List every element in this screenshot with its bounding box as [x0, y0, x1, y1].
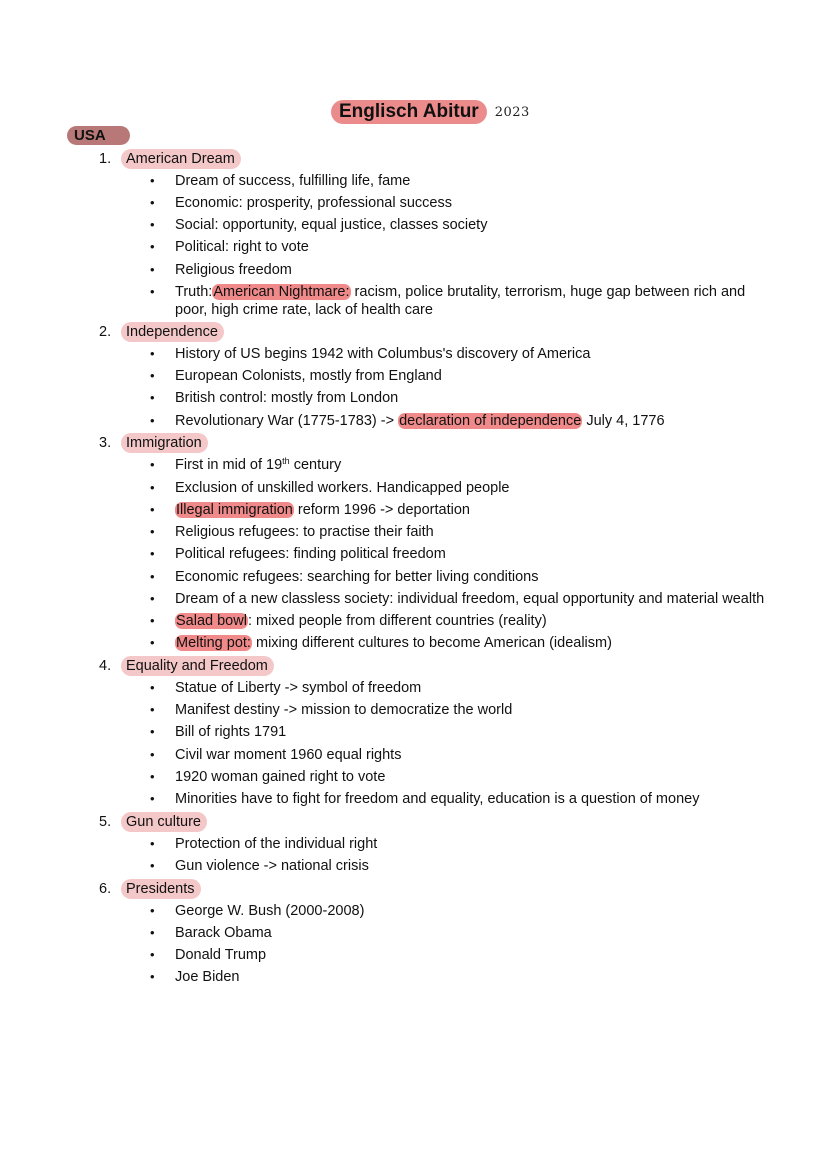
bullet-icon: •: [150, 769, 155, 784]
bullet-icon: •: [150, 346, 155, 361]
topic-heading: [99, 322, 224, 342]
bullet-icon: •: [150, 368, 155, 383]
document-page: Englisch Abitur 2023 USA 1. American Dream • Dream of success, fulfilling life, fame • Economic: prosperity, professional success • Social: opportunity, equal justice, classes society • Political: right to vote • Religious freedom • Truth:American Nightmare: racism, police brutality, terrorism, huge gap between rich and poor, high crime rate, lack of health care 2. Independence • History of US begins 1942 with Columbus's discovery of America • European Colonists, mostly from England • British control: mostly from London • Revolutionary War (1775-1783) -> declaration of independence July 4, 1776 3. Immigration • First in mid of 19th century • Exclusion of unskilled workers. Handicapped people • Illegal immigration reform 1996 -> deportation • Religious refugees: to practise their faith • Political refugees: finding political freedom • Economic refugees: searching for better living conditions • Dream of a new classless society: individual freedom, equal opportunity and material wealth • Salad bowl: mixed people from different countries (reality) • Melting pot: mixing different cultures to become American (idealism) 4. Equality and Freedom • Statue of Liberty -> symbol of freedom • Manifest destiny -> mission to democratize the world • Bill of rights 1791 • Civil war moment 1960 equal rights • 1920 woman gained right to vote • Minorities have to fight for freedom and equality, education is a question of money 5. Gun culture • Protection of the individual right • Gun violence -> national crisis 6. Presidents • George W. Bush (2000-2008) • Barack Obama • Donald Trump • Joe Biden: [0, 0, 828, 1171]
bullet-icon: •: [150, 591, 155, 606]
bullet-icon: •: [150, 413, 155, 428]
topic-number: 4.: [99, 658, 112, 674]
highlight: Salad bowl: [176, 613, 247, 629]
highlight: American Nightmare:: [213, 284, 350, 300]
bullet-icon: •: [150, 791, 155, 806]
bullet-icon: •: [150, 635, 155, 650]
bullet-icon: •: [150, 836, 155, 851]
bullet-icon: •: [150, 702, 155, 717]
topic-heading: [99, 812, 207, 832]
bullet-icon: •: [150, 947, 155, 962]
bullet-icon: •: [150, 457, 155, 472]
bullet-icon: •: [150, 724, 155, 739]
highlight: Illegal immigration: [176, 502, 293, 518]
bullet-icon: •: [150, 284, 155, 299]
section-heading-usa: USA: [67, 126, 130, 145]
topic-title: Immigration: [121, 433, 208, 453]
topic-number: 6.: [99, 881, 112, 897]
bullet-icon: •: [150, 239, 155, 254]
bullet-icon: •: [150, 262, 155, 277]
bullet-icon: •: [150, 502, 155, 517]
bullet-icon: •: [150, 217, 155, 232]
bullet-icon: •: [150, 480, 155, 495]
bullet-icon: •: [150, 524, 155, 539]
topic-title: Gun culture: [121, 812, 207, 832]
topic-title: American Dream: [121, 149, 241, 169]
topic-number: 3.: [99, 435, 112, 451]
bullet-icon: •: [150, 858, 155, 873]
bullet-icon: •: [150, 195, 155, 210]
bullet-icon: •: [150, 173, 155, 188]
page-title: Englisch Abitur: [331, 100, 487, 124]
bullet-icon: •: [150, 903, 155, 918]
topic-heading: [99, 879, 201, 899]
topic-heading: [99, 433, 208, 453]
highlight: Melting pot:: [176, 635, 251, 651]
topic-heading: [99, 656, 274, 676]
bullet-icon: •: [150, 680, 155, 695]
bullet-icon: •: [150, 390, 155, 405]
topic-number: 1.: [99, 151, 112, 167]
year-label: 2023: [494, 104, 530, 120]
topic-number: 5.: [99, 814, 112, 830]
topic-title: Presidents: [121, 879, 201, 899]
bullet-icon: •: [150, 925, 155, 940]
bullet-icon: •: [150, 569, 155, 584]
topic-number: 2.: [99, 324, 112, 340]
topic-title: Independence: [121, 322, 224, 342]
bullet-icon: •: [150, 546, 155, 561]
bullet-icon: •: [150, 613, 155, 628]
highlight: declaration of independence: [399, 413, 582, 429]
bullet-icon: •: [150, 969, 155, 984]
topic-title: Equality and Freedom: [121, 656, 274, 676]
bullet-icon: •: [150, 747, 155, 762]
title-row: [331, 99, 530, 125]
list-item: • Truth:American Nightmare: racism, police brutality, terrorism, huge gap between rich and poor, high crime rate, lack of health care: [150, 284, 746, 318]
topic-heading: [99, 149, 241, 169]
